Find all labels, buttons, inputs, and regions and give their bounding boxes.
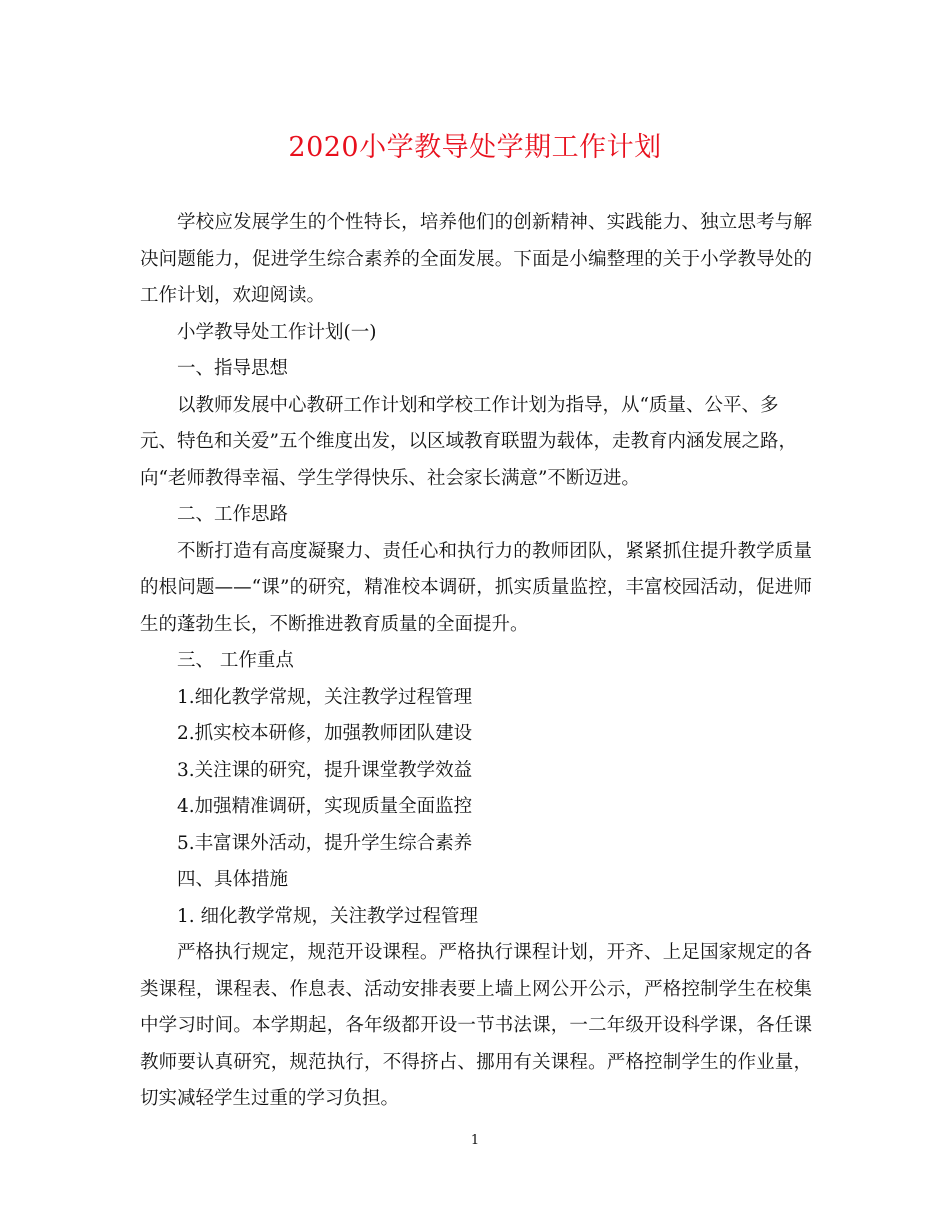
measures-subheading: 1. 细化教学常规，关注教学过程管理: [177, 905, 479, 927]
section-heading: 二、工作思路: [177, 504, 289, 525]
focus-item: 4.加强精准调研，实现质量全面监控: [177, 796, 473, 817]
focus-item: 5.丰富课外活动，提升学生综合素养: [177, 832, 473, 854]
work-ideas-paragraph: 不断打造有高度凝聚力、责任心和执行力的教师团队，紧紧抓住提升教学质量的根问题——“课”的研究，精准校本调研，抓实质量监控，丰富校园活动，促进师生的蓬勃生长，不断推进教育质量的全面提升。: [140, 540, 812, 635]
focus-item: 2.抓实校本研修，加强教师团队建设: [177, 723, 473, 744]
document-title: 2020小学教导处学期工作计划: [288, 132, 662, 163]
section-heading: 四、具体措施: [177, 869, 289, 890]
focus-item: 1.细化教学常规，关注教学过程管理: [177, 686, 473, 708]
measures-paragraph: 严格执行规定，规范开设课程。严格执行课程计划，开齐、上足国家规定的各类课程，课程表、作息表、活动安排表要上墙上网公开公示，严格控制学生在校集中学习时间。本学期起，各年级都开设一节书法课，一二年级开设科学课，各任课教师要认真研究，规范执行，不得挤占、挪用有关课程。严格控制学生的作业量，切实减轻学生过重的学习负担。: [140, 942, 812, 1109]
guiding-line: 向“老师教得幸福、学生学得快乐、社会家长满意”不断迈进。: [140, 467, 640, 489]
plan-heading: 小学教导处工作计划(一): [177, 321, 377, 343]
section-heading: 三、 工作重点: [177, 650, 294, 671]
focus-item: 3.关注课的研究，提升课堂教学效益: [177, 759, 473, 781]
page-number: 1: [470, 1133, 480, 1148]
section-heading: 一、指导思想: [177, 358, 289, 379]
guiding-line: 元、特色和关爱”五个维度出发，以区域教育联盟为载体，走教育内涵发展之路，: [140, 431, 797, 452]
guiding-line: 以教师发展中心教研工作计划和学校工作计划为指导，从“质量、公平、多: [177, 394, 779, 416]
document-body: [140, 205, 812, 1118]
intro-paragraph: 学校应发展学生的个性特长，培养他们的创新精神、实践能力、独立思考与解决问题能力，促进学生综合素养的全面发展。下面是小编整理的关于小学教导处的工作计划，欢迎阅读。: [140, 212, 812, 306]
